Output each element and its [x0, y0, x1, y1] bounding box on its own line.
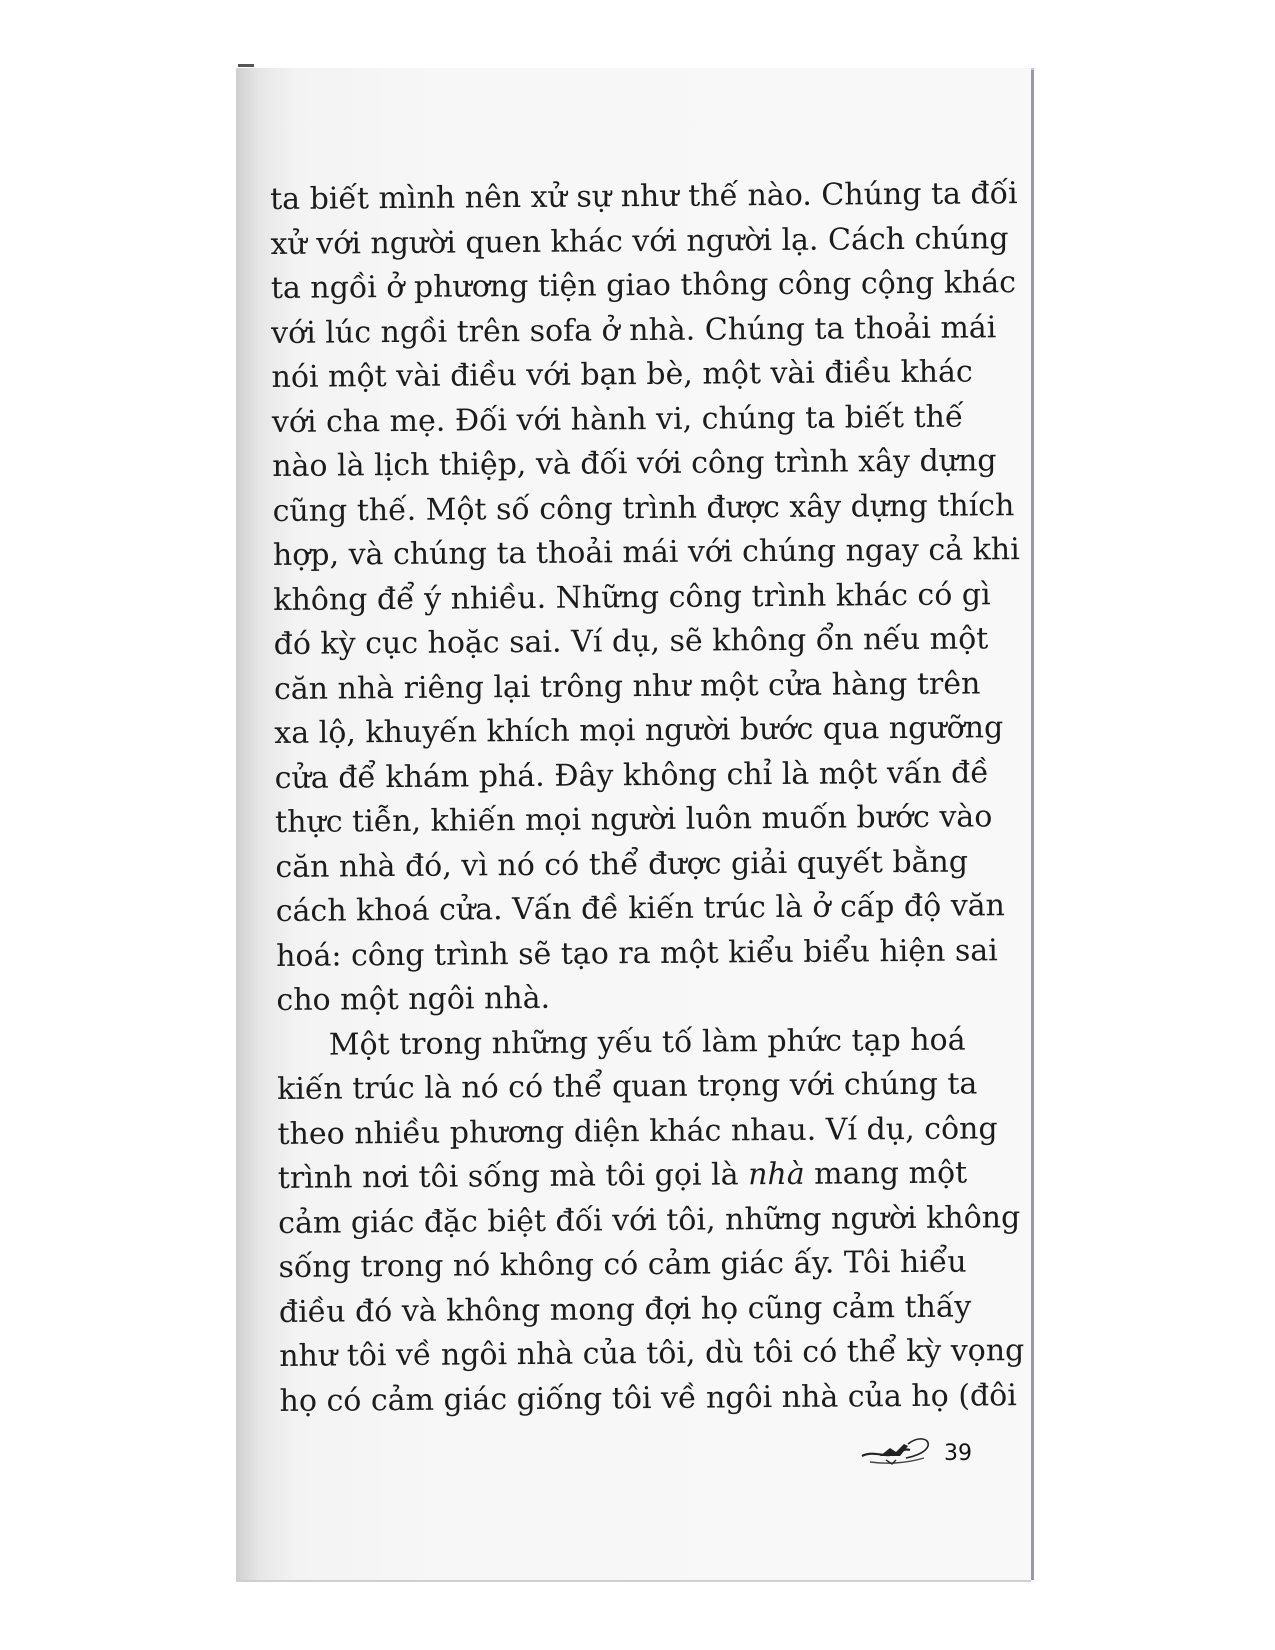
text-line: nói một vài điều với bạn bè, một vài điều khác [271, 354, 973, 395]
text-line: hoá: công trình sẽ tạo ra một kiểu biểu hiện sai [275, 932, 998, 974]
text-line: hợp, và chúng ta thoải mái với chúng ngay cả khi [272, 532, 1020, 573]
text-line: kiến trúc là nó có thể quan trọng với chúng ta [277, 1066, 978, 1107]
text-line: Một trong những yếu tố làm phức tạp hoá [328, 1022, 966, 1063]
text-line: theo nhiều phương diện khác nhau. Ví dụ, công [277, 1110, 998, 1152]
text-line: xa lộ, khuyến khích mọi người bước qua ngưỡng [274, 710, 1004, 751]
text-run: mang một [804, 1155, 968, 1192]
text-run: trình nơi tôi sống mà tôi gọi là [277, 1157, 749, 1196]
italic-word: nhà [747, 1156, 805, 1193]
text-line: nào là lịch thiệp, và đối với công trình xây dựng [272, 443, 997, 484]
text-line: thực tiễn, khiến mọi người luôn muốn bước vào [274, 799, 993, 840]
text-line: như tôi về ngôi nhà của tôi, dù tôi có thể kỳ vọng [279, 1333, 1025, 1374]
text-line: cũng thế. Một số công trình được xây dựng thích [272, 487, 1015, 529]
page-right-edge [1031, 70, 1034, 1580]
page-body-text [270, 173, 1025, 1424]
text-line: xử với người quen khác với người lạ. Cách chúng [270, 220, 1009, 262]
text-line: cửa để khám phá. Đây không chỉ là một vấn đề [274, 754, 989, 796]
paragraph-2 [277, 1018, 1025, 1424]
text-line-with-italic [277, 1152, 968, 1202]
text-line: căn nhà đó, vì nó có thể được giải quyết bằng [275, 844, 969, 885]
page-footer [860, 1433, 972, 1473]
text-line: không để ý nhiều. Những công trình khác có gì [273, 576, 991, 618]
page-edge-mark [238, 64, 254, 67]
text-line: ta biết mình nên xử sự như thế nào. Chúng ta đối [270, 176, 1018, 217]
text-line: đó kỳ cục hoặc sai. Ví dụ, sẽ không ổn nếu một [273, 621, 989, 662]
paragraph-1 [270, 173, 1020, 1024]
text-line: sống trong nó không có cảm giác ấy. Tôi hiểu [278, 1244, 967, 1285]
text-line: điều đó và không mong đợi họ cũng cảm thấy [278, 1289, 972, 1330]
text-line: với cha mẹ. Đối với hành vi, chúng ta biết thế [271, 399, 964, 440]
pen-swash-icon [860, 1434, 938, 1473]
text-line: với lúc ngồi trên sofa ở nhà. Chúng ta thoải mái [271, 309, 997, 351]
page-number: 39 [944, 1440, 972, 1466]
text-line: cách khoá cửa. Vấn đề kiến trúc là ở cấp độ văn [275, 888, 1006, 929]
text-line: cảm giác đặc biệt đối với tôi, những người không [278, 1199, 1021, 1241]
text-line: họ có cảm giác giống tôi về ngôi nhà của họ (đôi [279, 1377, 1017, 1419]
text-line: căn nhà riêng lại trông như một cửa hàng trên [273, 665, 981, 707]
text-line: cho một ngôi nhà. [276, 980, 551, 1018]
text-line: ta ngồi ở phương tiện giao thông công cộng khác [270, 265, 1017, 306]
